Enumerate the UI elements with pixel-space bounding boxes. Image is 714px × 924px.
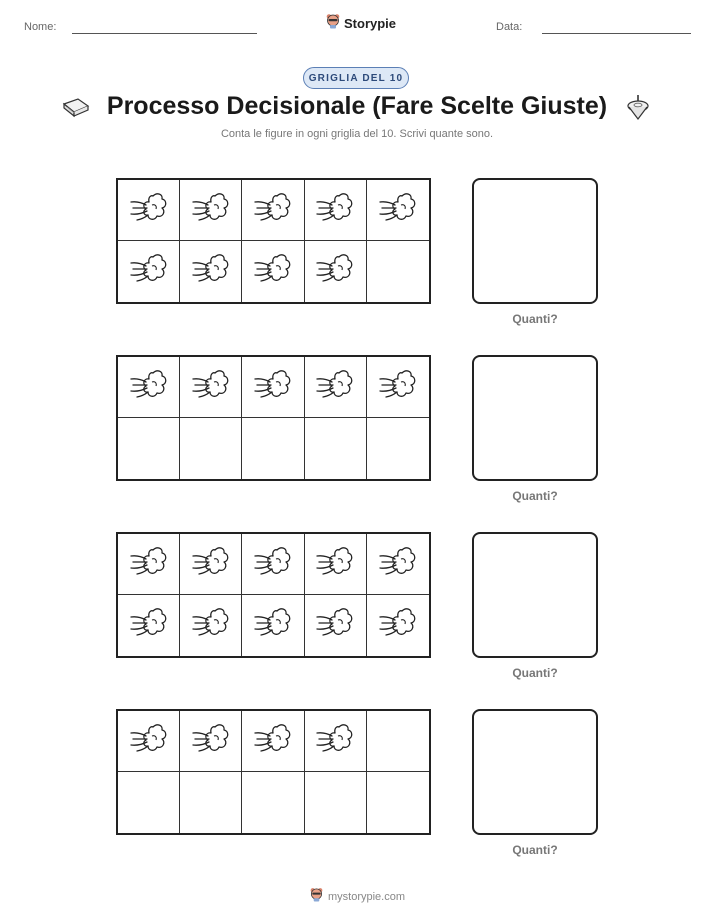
ten-frame-cell bbox=[118, 357, 180, 418]
page-title: Processo Decisionale (Fare Scelte Giuste) bbox=[106, 92, 608, 120]
wind-gust-icon bbox=[315, 545, 355, 584]
ten-frame-cell bbox=[180, 711, 242, 772]
wind-gust-icon bbox=[191, 191, 231, 230]
spinning-top-icon bbox=[626, 94, 650, 127]
ten-frame-cell bbox=[305, 418, 367, 479]
ten-frame-cell bbox=[180, 418, 242, 479]
ten-frame-cell bbox=[305, 241, 367, 302]
ten-frame-cell bbox=[367, 534, 429, 595]
wind-gust-icon bbox=[129, 368, 169, 407]
ten-frame-cell bbox=[118, 595, 180, 656]
ten-frame bbox=[116, 532, 431, 658]
worksheet-type-badge: GRIGLIA DEL 10 bbox=[303, 67, 409, 89]
wind-gust-icon bbox=[378, 191, 418, 230]
wind-gust-icon bbox=[129, 252, 169, 291]
wind-gust-icon bbox=[378, 606, 418, 645]
wind-gust-icon bbox=[253, 545, 293, 584]
ten-frame bbox=[116, 355, 431, 481]
ten-frame-cell bbox=[242, 180, 304, 241]
ten-frame-cell bbox=[305, 772, 367, 833]
ten-frame-cell bbox=[367, 711, 429, 772]
answer-box[interactable] bbox=[472, 709, 598, 835]
name-label: Nome: bbox=[24, 21, 57, 33]
ten-frame-cell bbox=[242, 418, 304, 479]
ten-frame-cell bbox=[367, 180, 429, 241]
ten-frame-cell bbox=[118, 711, 180, 772]
ten-frame-cell bbox=[180, 357, 242, 418]
ten-frame-cell bbox=[118, 418, 180, 479]
ten-frame-cell bbox=[367, 418, 429, 479]
ten-frame bbox=[116, 709, 431, 835]
wind-gust-icon bbox=[253, 252, 293, 291]
storypie-mascot-icon bbox=[310, 887, 323, 907]
wind-gust-icon bbox=[191, 252, 231, 291]
wind-gust-icon bbox=[315, 252, 355, 291]
date-line[interactable] bbox=[542, 33, 691, 34]
wind-gust-icon bbox=[253, 606, 293, 645]
ten-frame-cell bbox=[180, 180, 242, 241]
name-line[interactable] bbox=[72, 33, 257, 34]
wind-gust-icon bbox=[253, 368, 293, 407]
brand-name: Storypie bbox=[344, 16, 397, 31]
ten-frame-cell bbox=[367, 772, 429, 833]
answer-label: Quanti? bbox=[512, 666, 558, 680]
storypie-mascot-icon bbox=[326, 13, 340, 34]
answer-label: Quanti? bbox=[512, 843, 558, 857]
ten-frame-cell bbox=[242, 534, 304, 595]
ten-frame-cell bbox=[118, 772, 180, 833]
wind-gust-icon bbox=[315, 722, 355, 761]
wind-gust-icon bbox=[191, 545, 231, 584]
ten-frame-cell bbox=[367, 357, 429, 418]
ten-frame bbox=[116, 178, 431, 304]
ten-frame-cell bbox=[242, 595, 304, 656]
ten-frame-cell bbox=[118, 180, 180, 241]
wind-gust-icon bbox=[129, 191, 169, 230]
ten-frame-cell bbox=[367, 595, 429, 656]
wind-gust-icon bbox=[315, 606, 355, 645]
ten-frame-cell bbox=[305, 180, 367, 241]
wind-gust-icon bbox=[253, 722, 293, 761]
answer-label: Quanti? bbox=[512, 489, 558, 503]
ten-frame-cell bbox=[242, 357, 304, 418]
wind-gust-icon bbox=[191, 606, 231, 645]
answer-box[interactable] bbox=[472, 178, 598, 304]
instructions: Conta le figure in ogni griglia del 10. Scrivi quante sono. bbox=[220, 128, 494, 140]
wind-gust-icon bbox=[378, 545, 418, 584]
ten-frame-cell bbox=[305, 711, 367, 772]
footer bbox=[310, 887, 405, 907]
answer-box[interactable] bbox=[472, 532, 598, 658]
date-label: Data: bbox=[496, 21, 523, 33]
ten-frame-cell bbox=[180, 595, 242, 656]
wind-gust-icon bbox=[378, 368, 418, 407]
answer-box[interactable] bbox=[472, 355, 598, 481]
ten-frame-cell bbox=[367, 241, 429, 302]
answer-label: Quanti? bbox=[512, 312, 558, 326]
ten-frame-cell bbox=[305, 595, 367, 656]
footer-url: mystorypie.com bbox=[328, 891, 406, 903]
ten-frame-cell bbox=[242, 241, 304, 302]
wind-gust-icon bbox=[191, 368, 231, 407]
ten-frame-cell bbox=[180, 241, 242, 302]
ten-frame-cell bbox=[180, 772, 242, 833]
ten-frame-cell bbox=[242, 711, 304, 772]
brand-logo bbox=[326, 13, 396, 34]
ten-frame-cell bbox=[305, 534, 367, 595]
wind-gust-icon bbox=[315, 191, 355, 230]
wind-gust-icon bbox=[315, 368, 355, 407]
wind-gust-icon bbox=[129, 722, 169, 761]
ten-frame-cell bbox=[242, 772, 304, 833]
wind-gust-icon bbox=[129, 606, 169, 645]
ten-frame-cell bbox=[305, 357, 367, 418]
ten-frame-cell bbox=[180, 534, 242, 595]
wind-gust-icon bbox=[129, 545, 169, 584]
ten-frame-cell bbox=[118, 241, 180, 302]
ten-frame-cell bbox=[118, 534, 180, 595]
wind-gust-icon bbox=[191, 722, 231, 761]
wind-gust-icon bbox=[253, 191, 293, 230]
